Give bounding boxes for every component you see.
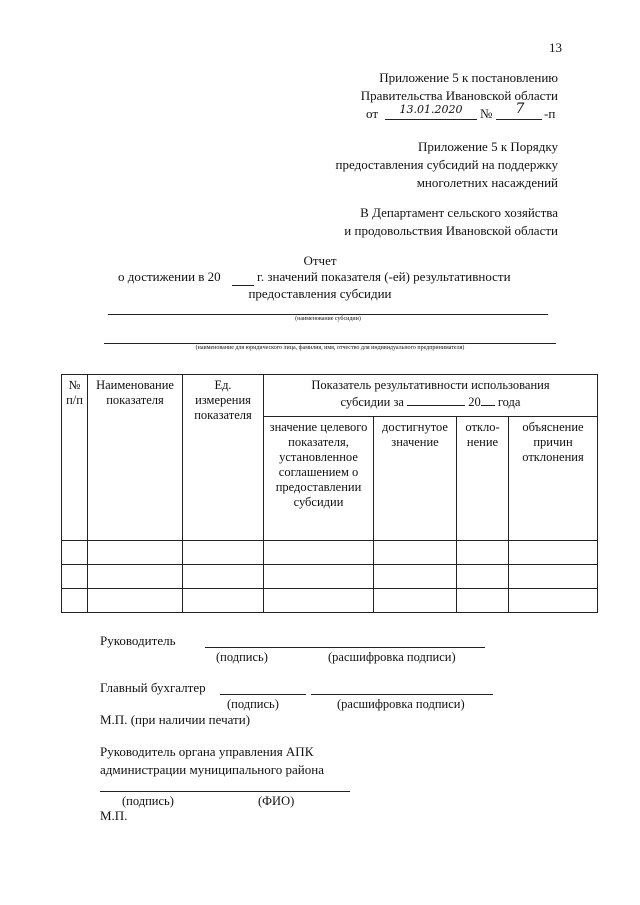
results-table xyxy=(61,374,598,613)
subheader-target-value: значение целевого показателя, установленное соглашением о предоставлении субсидии xyxy=(264,417,374,541)
accountant-label: Главный бухгалтер xyxy=(100,680,206,695)
handwritten-date: 13.01.2020 xyxy=(399,103,463,116)
apk-head-line1: Руководитель органа управления АПК xyxy=(100,744,314,759)
header-group-line2 xyxy=(266,393,595,410)
apk-stamp-label: М.П. xyxy=(100,808,128,823)
addressee-line1: В Департамент сельского хозяйства xyxy=(360,205,558,220)
accountant-signature-caption: (подпись) xyxy=(227,697,279,711)
appendix-header-line2: Правительства Ивановской области xyxy=(360,88,558,103)
report-title: Отчет xyxy=(303,253,337,268)
report-subtitle-part2: г. значений показателя (-ей) результативности xyxy=(257,269,511,284)
table-row xyxy=(62,589,598,613)
head-label: Руководитель xyxy=(100,633,176,648)
order-appendix-line3: многолетних насаждений xyxy=(416,175,558,190)
header-group-subsidy-for: субсидии за xyxy=(340,395,404,409)
table-row xyxy=(62,565,598,589)
apk-fio-caption: (ФИО) xyxy=(258,794,295,808)
header-col-number: № п/п xyxy=(62,375,88,541)
header-group-year-prefix: 20 xyxy=(468,395,481,409)
subsidy-name-caption: (наименование субсидии) xyxy=(295,316,361,322)
number-suffix: -п xyxy=(544,106,556,121)
stamp-label: М.П. (при наличии печати) xyxy=(100,712,251,727)
appendix-header-line1: Приложение 5 к постановлению xyxy=(379,70,558,85)
header-group-line1: Показатель результативности использования xyxy=(311,378,550,392)
report-subtitle-part1: о достижении в 20 xyxy=(118,269,221,284)
accountant-decode-caption: (расшифровка подписи) xyxy=(337,697,465,711)
apk-signature-caption: (подпись) xyxy=(122,794,174,808)
order-appendix-line1: Приложение 5 к Порядку xyxy=(418,139,558,154)
addressee-line2: и продовольствия Ивановской области xyxy=(344,223,558,238)
subheader-achieved-value: достигнутое значение xyxy=(374,417,457,541)
handwritten-number: 7 xyxy=(515,101,525,117)
number-sign: № xyxy=(480,106,493,121)
apk-head-line2: администрации муниципального района xyxy=(100,762,324,777)
table-row xyxy=(62,541,598,565)
head-decode-caption: (расшифровка подписи) xyxy=(328,650,456,664)
date-prefix: от xyxy=(366,106,379,121)
header-group-result xyxy=(264,375,598,417)
subheader-deviation-reason: объяснение причин отклонения xyxy=(509,417,598,541)
header-col-unit: Ед. измерения показателя xyxy=(183,375,264,541)
order-appendix-line2: предоставления субсидий на поддержку xyxy=(335,157,558,172)
page-number: 13 xyxy=(549,40,562,55)
report-subtitle-line3: предоставления субсидии xyxy=(248,286,392,301)
header-col-indicator-name: Наименование показателя xyxy=(88,375,183,541)
header-group-year-suffix: года xyxy=(497,395,521,409)
recipient-name-caption: (наименование для юридического лица, фамилия, имя, отчество для индивидуального предпринимателя) xyxy=(195,345,465,351)
head-signature-caption: (подпись) xyxy=(216,650,268,664)
subheader-deviation: откло-нение xyxy=(457,417,509,541)
